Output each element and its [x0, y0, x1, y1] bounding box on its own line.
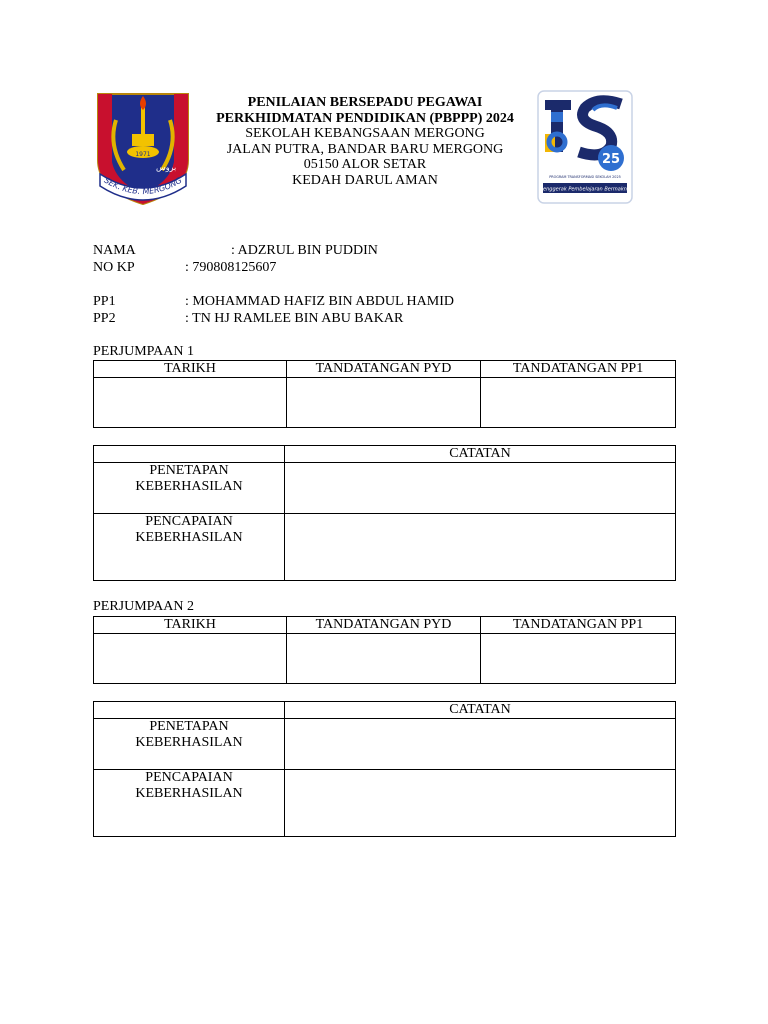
pencapaian-keberhasilan-label: PENCAPAIAN KEBERHASILAN: [94, 770, 285, 837]
meeting-1-label: PERJUMPAAN 1: [93, 344, 195, 359]
penetapan-keberhasilan-cell[interactable]: [285, 719, 676, 770]
col-header-tarikh: TARIKH: [94, 361, 287, 378]
crest-jawi: بروس: [156, 163, 177, 172]
header-title-line2: PERKHIDMATAN PENDIDIKAN (PBPPP) 2024: [216, 110, 514, 126]
nokp-label: NO KP: [93, 260, 135, 275]
penetapan-keberhasilan-cell[interactable]: [285, 463, 676, 514]
col-header-tandatangan-pyd: TANDATANGAN PYD: [287, 361, 481, 378]
header-title-line1: PENILAIAN BERSEPADU PEGAWAI: [247, 95, 483, 110]
meeting-2-label: PERJUMPAAN 2: [93, 599, 195, 614]
header-address-street: JALAN PUTRA, BANDAR BARU MERGONG: [226, 141, 504, 157]
tandatangan-pyd-cell[interactable]: [287, 634, 481, 684]
col-header-tandatangan-pp1: TANDATANGAN PP1: [481, 617, 676, 634]
school-crest-logo: [94, 90, 192, 208]
ts-logo-number: 25: [601, 152, 621, 167]
pp1-label: PP1: [93, 294, 116, 309]
document-header: [200, 95, 530, 188]
pencapaian-keberhasilan-cell[interactable]: [285, 770, 676, 837]
tandatangan-pyd-cell[interactable]: [287, 378, 481, 428]
catatan-header: CATATAN: [285, 446, 676, 463]
ts-logo-program-text: PROGRAM TRANSFORMASI SEKOLAH 2025: [549, 175, 621, 179]
pencapaian-keberhasilan-cell[interactable]: [285, 514, 676, 581]
header-address-postcode: 05150 ALOR SETAR: [303, 157, 427, 172]
meeting-1-signature-table: [93, 360, 676, 428]
catatan-blank-header: [94, 702, 285, 719]
col-header-tandatangan-pyd: TANDATANGAN PYD: [287, 617, 481, 634]
col-header-tandatangan-pp1: TANDATANGAN PP1: [481, 361, 676, 378]
ts25-logo: [537, 90, 633, 204]
tarikh-cell[interactable]: [94, 378, 287, 428]
header-address-state: KEDAH DARUL AMAN: [292, 172, 438, 188]
nokp-value: : 790808125607: [185, 260, 277, 275]
crest-year: 1971: [135, 151, 151, 158]
tandatangan-pp1-cell[interactable]: [481, 378, 676, 428]
pp1-value: : MOHAMMAD HAFIZ BIN ABDUL HAMID: [185, 294, 454, 309]
ts-logo-tagline: Penggerak Pembelajaran Bermakna: [540, 186, 630, 193]
nama-label: NAMA: [93, 243, 136, 258]
crest-ribbon-text: SEK. KEB. MERGONG: [102, 175, 184, 197]
meeting-1-catatan-table: [93, 445, 676, 581]
catatan-blank-header: [94, 446, 285, 463]
meeting-2-signature-table: [93, 616, 676, 684]
meeting-2-catatan-table: [93, 701, 676, 837]
tandatangan-pp1-cell[interactable]: [481, 634, 676, 684]
penetapan-keberhasilan-label: PENETAPAN KEBERHASILAN: [94, 719, 285, 770]
col-header-tarikh: TARIKH: [94, 617, 287, 634]
catatan-header: CATATAN: [285, 702, 676, 719]
penetapan-keberhasilan-label: PENETAPAN KEBERHASILAN: [94, 463, 285, 514]
pencapaian-keberhasilan-label: PENCAPAIAN KEBERHASILAN: [94, 514, 285, 581]
header-school-name: SEKOLAH KEBANGSAAN MERGONG: [245, 126, 485, 141]
pp2-label: PP2: [93, 311, 116, 326]
nama-value: : ADZRUL BIN PUDDIN: [231, 243, 378, 258]
tarikh-cell[interactable]: [94, 634, 287, 684]
pp2-value: : TN HJ RAMLEE BIN ABU BAKAR: [185, 311, 404, 326]
